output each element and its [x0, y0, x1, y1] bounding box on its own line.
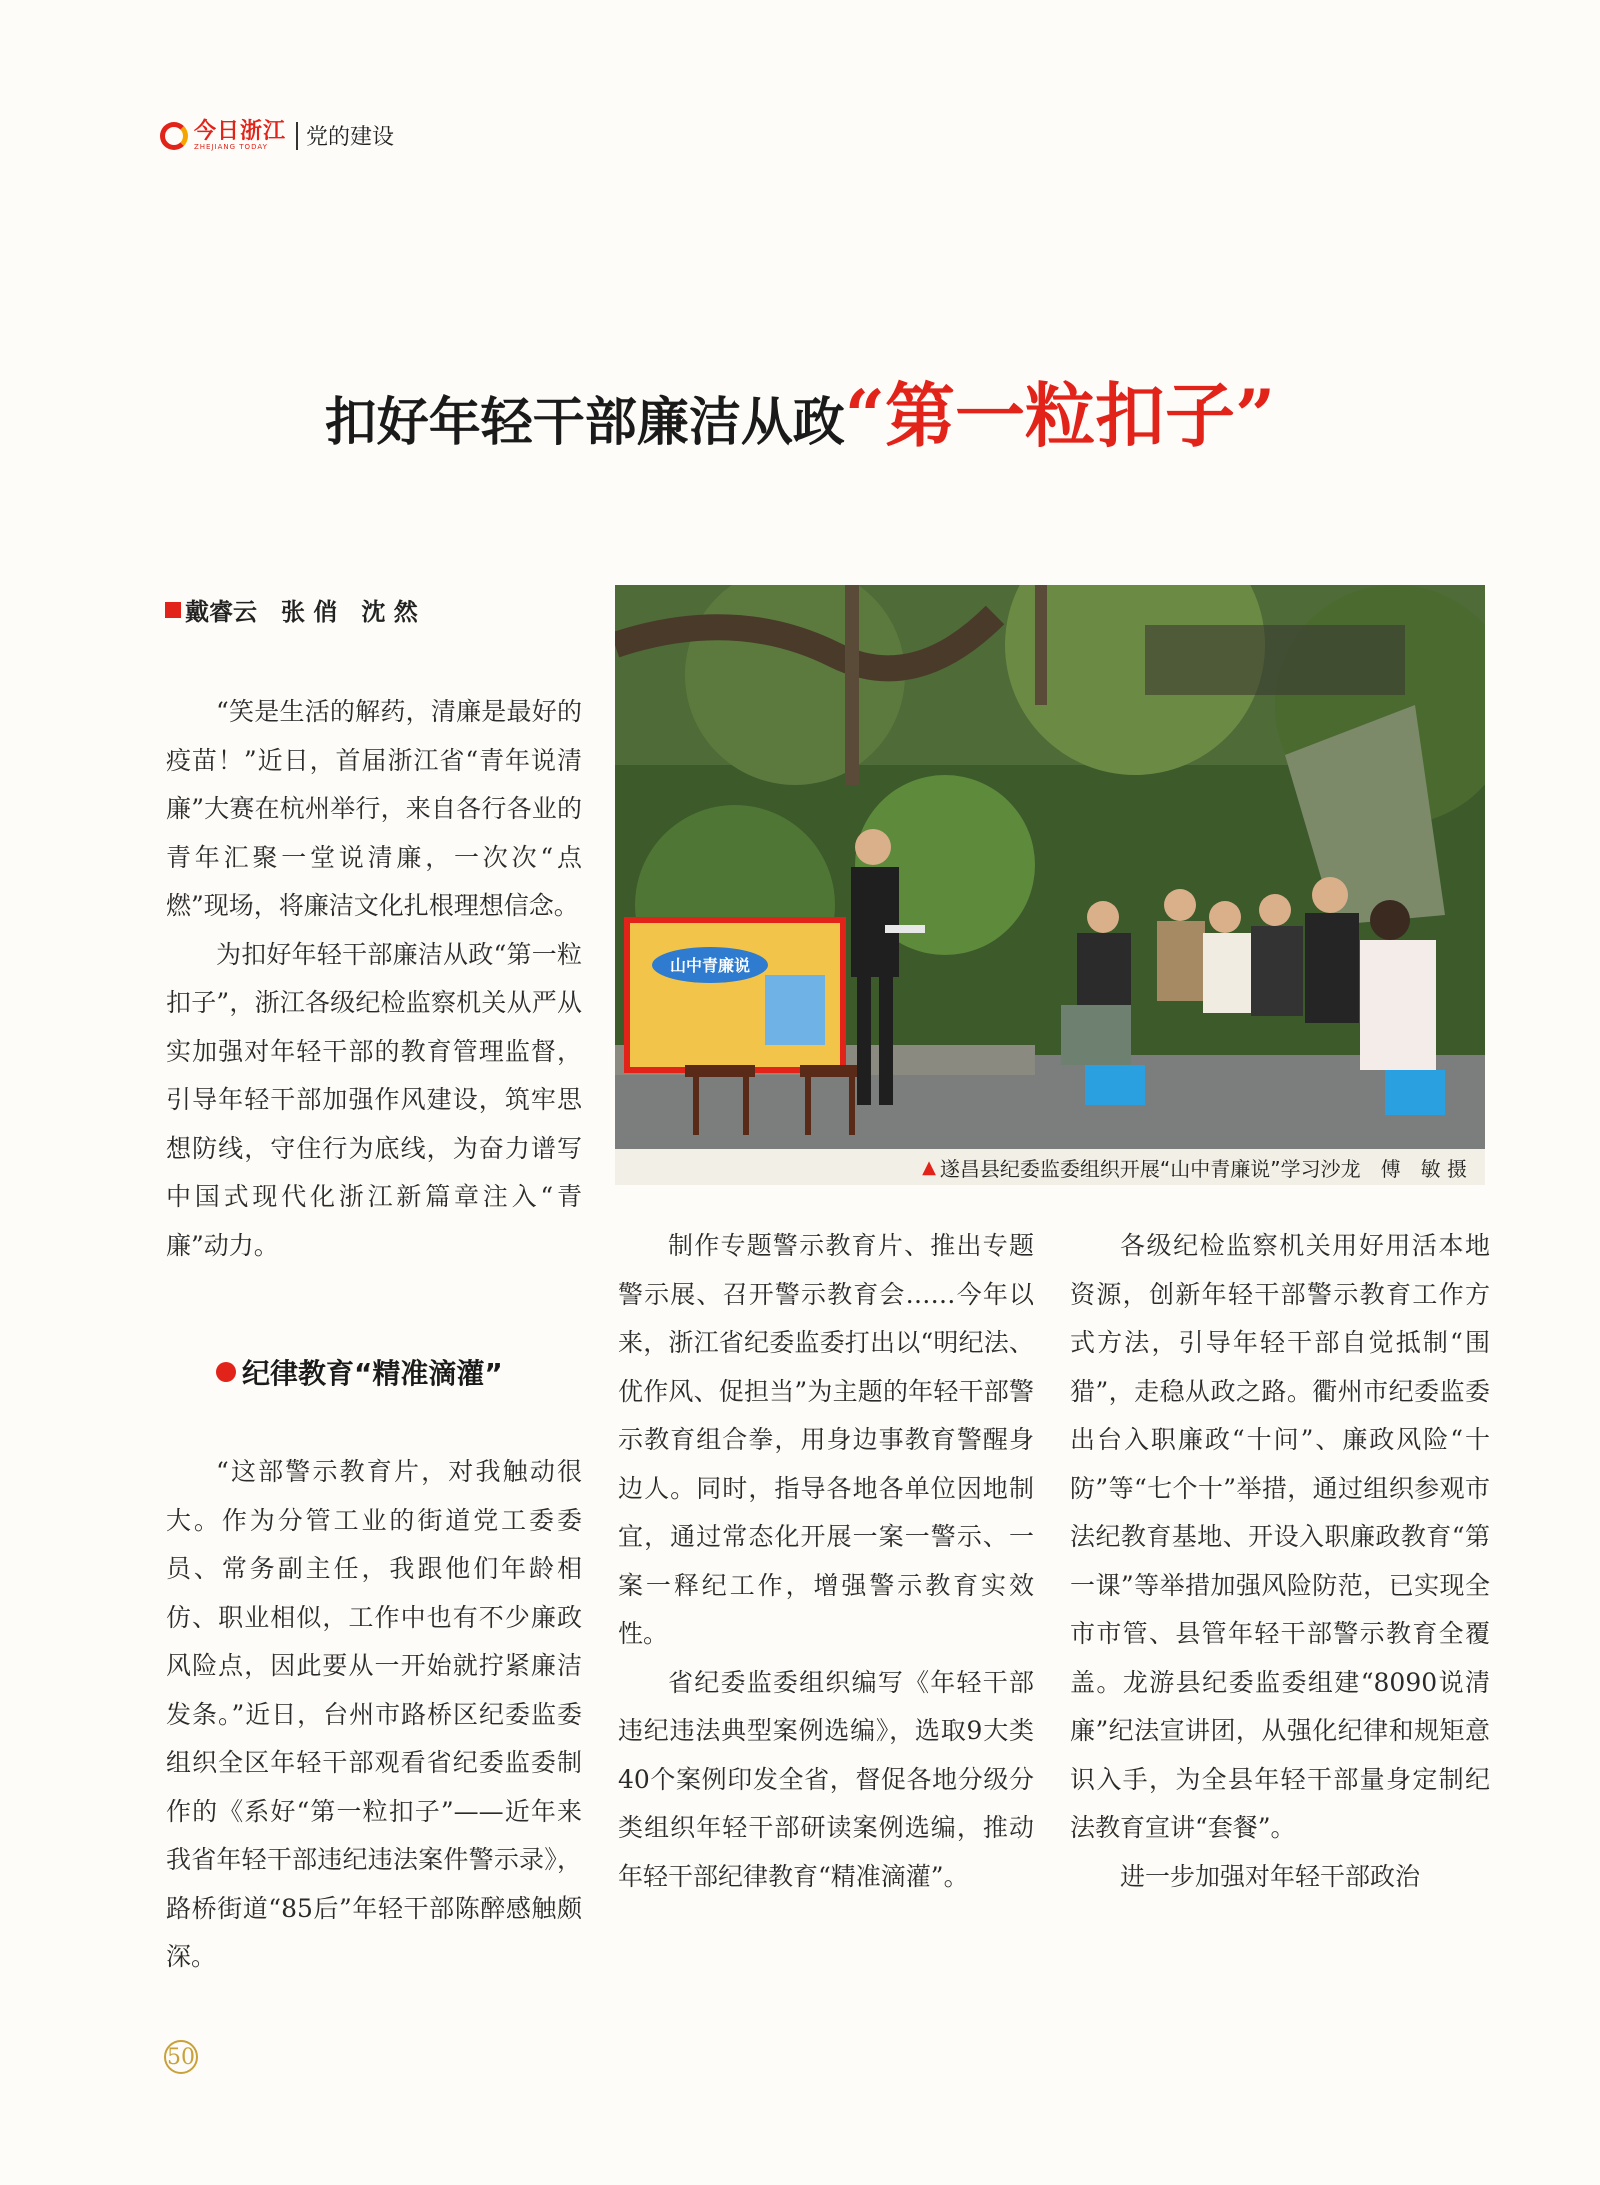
body-paragraph: 进一步加强对年轻干部政治 [1120, 1861, 1421, 1891]
photo-illustration [615, 585, 1485, 1185]
header-divider [296, 122, 298, 150]
article-photo [615, 585, 1485, 1185]
intro-paragraph: 为扣好年轻干部廉洁从政“第一粒扣子”，浙江各级纪检监察机关从严从实加强对年轻干部的教育管理监督，引导年轻干部加强作风建设，筑牢思想防线，守住行为底线，为奋力谱写中国式现代化浙江新篇章注入“青廉”动力。 [166, 939, 582, 1260]
body-paragraph: “这部警示教育片，对我触动很大。作为分管工业的街道党工委委员、常务副主任，我跟他们年龄相仿、职业相似，工作中也有不少廉政风险点，因此要从一开始就拧紧廉洁发条。”近日，台州市路桥区纪委监委组织全区年轻干部观看省纪委监委制作的《系好“第一粒扣子”——近年来我省年轻干部违纪违法案件警示录》，路桥街道“85后”年轻干部陈醉感触颇深。 [166, 1457, 582, 1971]
photo-caption: 遂昌县纪委监委组织开展“山中青廉说”学习沙龙 傅 敏 摄 [939, 1156, 1467, 1181]
sign-text: 山中青廉说 [669, 956, 751, 975]
title-highlight: “第一粒扣子” [844, 374, 1276, 457]
photo-caption-bar [615, 1149, 1485, 1185]
logo-cn: 今日浙江 [194, 118, 287, 144]
section-name: 党的建设 [306, 125, 395, 150]
subheading [216, 1352, 503, 1392]
body-paragraph: 各级纪检监察机关用好用活本地资源，创新年轻干部警示教育工作方式方法，引导年轻干部自觉抵制“围猎”，走稳从政之路。衢州市纪委监委出台入职廉政“十问”、廉政风险“十防”等“七个十”举措，通过组织参观市法纪教育基地、开设入职廉政教育“第一课”等举措加强风险防范，已实现全市市管、县管年轻干部警示教育全覆盖。龙游县纪委监委组建“8090说清廉”纪法宣讲团，从强化纪律和规矩意识入手，为全县年轻干部量身定制纪法教育宣讲“套餐”。 [1070, 1231, 1490, 1842]
body-column-1 [166, 1448, 582, 1982]
body-column-3 [1070, 1222, 1490, 1901]
byline-square-icon [165, 602, 181, 618]
body-column-2 [618, 1222, 1034, 1901]
title-main: 扣好年轻干部廉洁从政 [324, 392, 845, 453]
page-number: 50 [164, 2040, 198, 2074]
body-paragraph: 制作专题警示教育片、推出专题警示展、召开警示教育会……今年以来，浙江省纪委监委打出以“明纪法、优作风、促担当”为主题的年轻干部警示教育组合拳，用身边事教育警醒身边人。同时，指导各地各单位因地制宜，通过常态化开展一案一警示、一案一释纪工作，增强警示教育实效性。 [618, 1231, 1034, 1648]
subheading-text: 纪律教育“精准滴灌” [242, 1357, 503, 1390]
caption-triangle-icon: ▲ [922, 1156, 936, 1178]
masthead [160, 120, 394, 151]
byline [165, 592, 418, 627]
intro-column [166, 688, 582, 1270]
logo-icon [160, 122, 188, 150]
article-title [0, 360, 1600, 461]
intro-paragraph: “笑是生活的解药，清廉是最好的疫苗！”近日，首届浙江省“青年说清廉”大赛在杭州举行，来自各行各业的青年汇聚一堂说清廉，一次次“点燃”现场，将廉洁文化扎根理想信念。 [166, 697, 582, 920]
author-names: 戴睿云 张 俏 沈 然 [185, 598, 418, 626]
logo-en: ZHEJIANG TODAY [194, 143, 268, 151]
logo [194, 120, 286, 151]
bullet-dot-icon [216, 1362, 236, 1382]
body-paragraph: 省纪委监委组织编写《年轻干部违纪违法典型案例选编》，选取9大类40个案例印发全省，督促各地分级分类组织年轻干部研读案例选编，推动年轻干部纪律教育“精准滴灌”。 [618, 1667, 1034, 1891]
